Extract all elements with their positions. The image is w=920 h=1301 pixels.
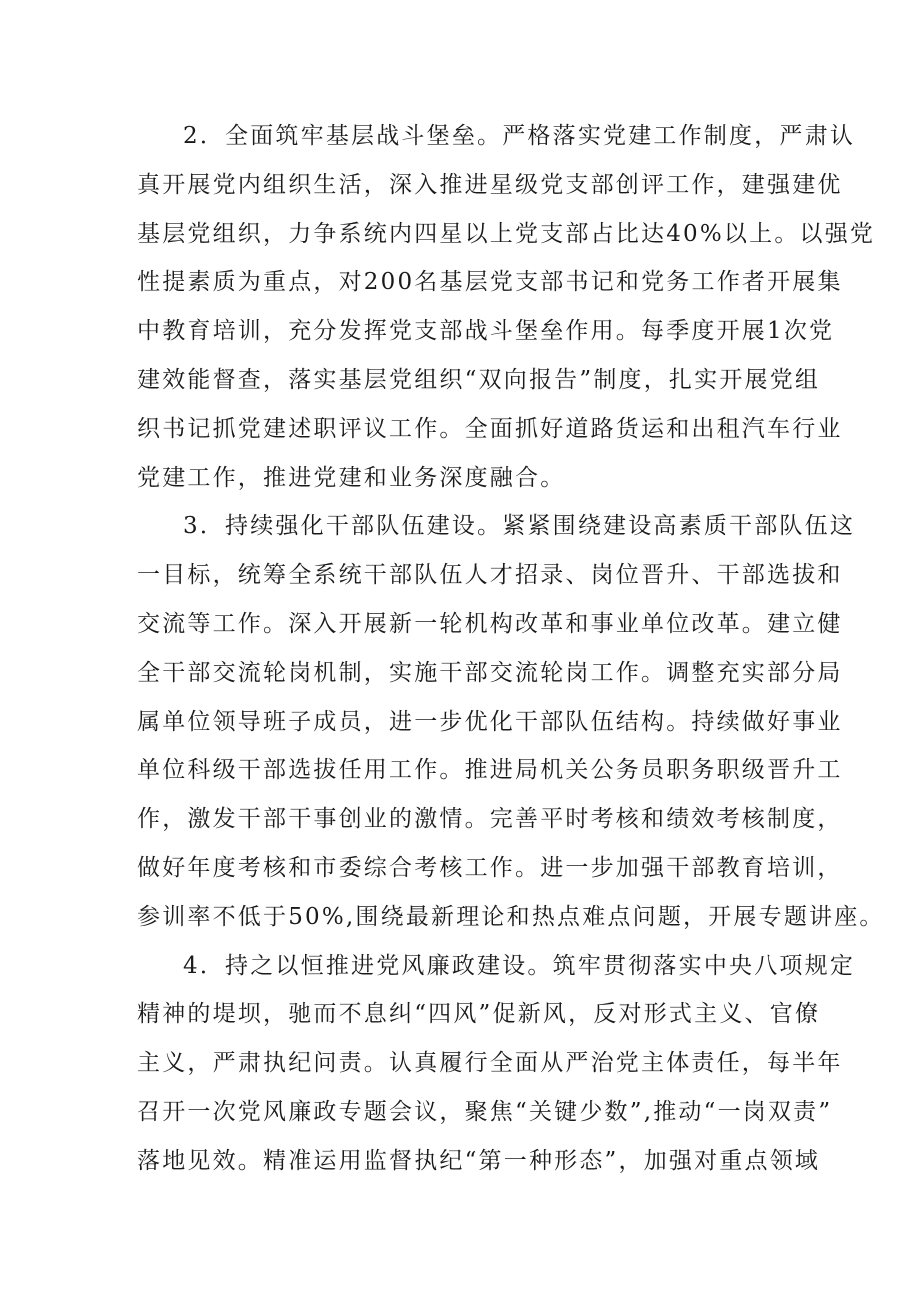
text-line: 召开一次党风廉政专题会议，聚焦“关键少数”,推动“一岗双责”: [137, 1098, 833, 1125]
paragraph-item-2: [137, 112, 876, 502]
text-line: 建效能督查，落实基层党组织“双向报告”制度，扎实开展党组: [137, 366, 821, 393]
text-line: 主义，严肃执纪问责。认真履行全面从严治党主体责任，每半年: [137, 1050, 843, 1077]
text-line: 4．持之以恒推进党风廉政建设。筑牢贯彻落实中央八项规定: [183, 952, 856, 979]
text-line: 真开展党内组织生活，深入推进星级党支部创评工作，建强建优: [137, 171, 843, 198]
text-line: 3．持续强化干部队伍建设。紧紧围绕建设高素质干部队伍这: [183, 513, 856, 540]
text-line: 作，激发干部干事创业的激情。完善平时考核和绩效考核制度，: [137, 806, 843, 833]
paragraph-item-4: [137, 942, 856, 1186]
text-line: 织书记抓党建述职评议工作。全面抓好道路货运和出租汽车行业: [137, 415, 843, 442]
text-line: 基层党组织，力争系统内四星以上党支部占比达40%以上。以强党: [137, 220, 876, 247]
paragraph-item-3: [137, 502, 885, 941]
text-line: 一目标，统筹全系统干部队伍人才招录、岗位晋升、干部选拔和: [137, 562, 843, 589]
text-line: 精神的堤坝，驰而不息纠“四风”促新风，反对形式主义、官僚: [137, 1001, 821, 1028]
text-line: 全干部交流轮岗机制，实施干部交流轮岗工作。调整充实部分局: [137, 659, 843, 686]
body-text: [137, 112, 885, 1186]
text-line: 2．全面筑牢基层战斗堡垒。严格落实党建工作制度，严肃认: [183, 123, 856, 149]
text-line: 党建工作，推进党建和业务深度融合。: [137, 464, 566, 491]
text-line: 属单位领导班子成员，进一步优化干部队伍结构。持续做好事业: [137, 708, 843, 735]
text-line: 落地见效。精准运用监督执纪“第一种形态”，加强对重点领域: [137, 1147, 821, 1174]
text-line: 性提素质为重点，对200名基层党支部书记和党务工作者开展集: [137, 269, 843, 296]
text-line: 中教育培训，充分发挥党支部战斗堡垒作用。每季度开展1次党: [137, 318, 835, 345]
text-line: 交流等工作。深入开展新一轮机构改革和事业单位改革。建立健: [137, 610, 843, 637]
text-line: 单位科级干部选拔任用工作。推进局机关公务员职务职级晋升工: [137, 757, 843, 784]
text-line: 参训率不低于50%,围绕最新理论和热点难点问题，开展专题讲座。: [137, 903, 885, 930]
text-line: 做好年度考核和市委综合考核工作。进一步加强干部教育培训，: [137, 854, 843, 881]
